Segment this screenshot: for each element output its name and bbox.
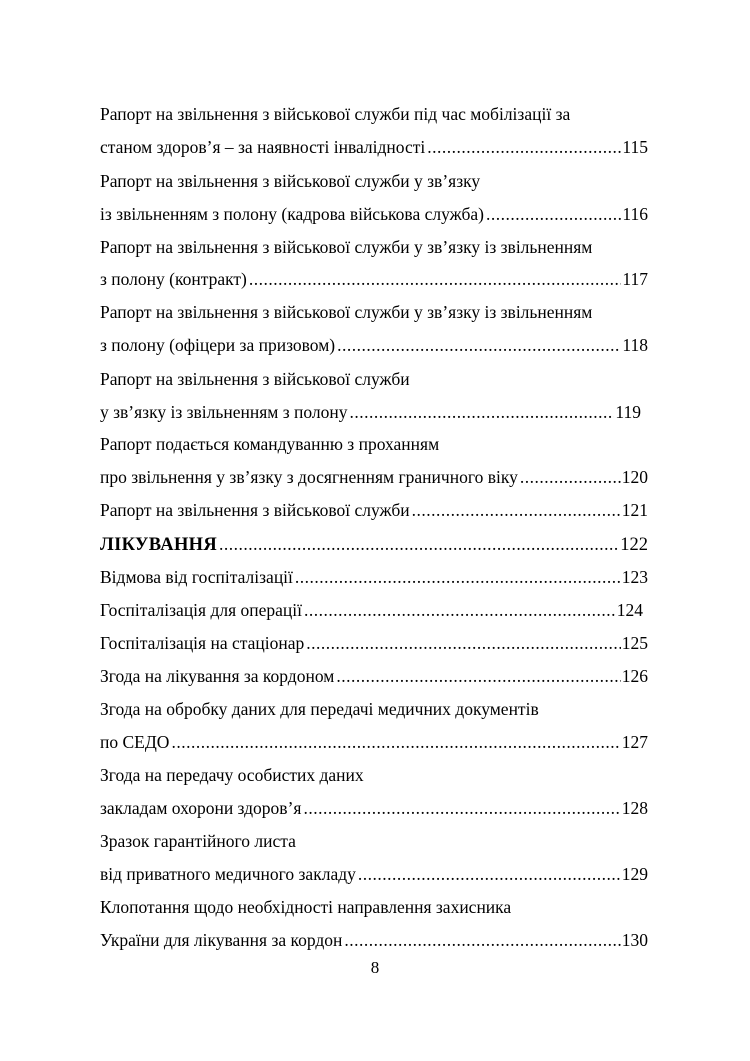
toc-entry-text: Рапорт на звільнення з військової служби у зв’язку із звільненням [100, 237, 593, 257]
toc-line[interactable] [100, 201, 648, 227]
toc-entry-text: з полону (контракт) [100, 269, 247, 289]
toc-entry-text: Госпіталізація на стаціонар [100, 633, 305, 653]
toc-entry-text: Згода на лікування за кордоном [100, 666, 335, 686]
toc-entry-text: від приватного медичного закладу [100, 864, 356, 884]
dot-leader [344, 927, 620, 953]
toc-entry-text: Зразок гарантійного листа [100, 831, 296, 851]
toc-entry-text: з полону (офіцери за призовом) [100, 335, 336, 355]
toc-line[interactable] [100, 266, 648, 292]
toc-entry-text: у зв’язку із звільненням з полону [100, 402, 348, 422]
toc-page-number: 125 [621, 633, 648, 653]
toc-entry-text: Рапорт на звільнення з військової служби [100, 369, 410, 389]
toc-line [100, 762, 648, 788]
toc-section-heading[interactable] [100, 531, 648, 557]
toc-page-number: 123 [621, 567, 648, 587]
toc-entry-text: Рапорт на звільнення з військової служби у зв’язку із звільненням [100, 302, 593, 322]
toc-entry-text: про звільнення у зв’язку з досягненням граничного віку [100, 467, 518, 487]
toc-entry-text: по СЕДО [100, 732, 170, 752]
dot-leader [337, 332, 621, 358]
toc-entry-text: із звільненням з полону (кадрова військова служба) [100, 204, 484, 224]
toc-line[interactable] [100, 861, 648, 887]
toc-page-number: 115 [622, 137, 648, 157]
dot-leader [358, 861, 621, 887]
page-number: 8 [370, 958, 380, 977]
toc-line[interactable] [100, 630, 648, 656]
dot-leader [249, 266, 622, 292]
dot-leader [171, 729, 620, 755]
toc-line[interactable] [100, 729, 648, 755]
toc-entry-text: Рапорт подається командуванню з проханням [100, 434, 440, 454]
toc-line [100, 101, 648, 127]
toc-entry-text: Відмова від госпіталізації [100, 567, 293, 587]
dot-leader [412, 497, 621, 523]
toc-page-number: 116 [622, 204, 648, 224]
toc-entry-text: Рапорт на звільнення з військової служби у зв’язку [100, 171, 481, 191]
toc-line[interactable] [100, 134, 648, 160]
toc-entry-text: Рапорт на звільнення з військової служби [100, 500, 410, 520]
dot-leader [295, 564, 621, 590]
toc-line[interactable] [100, 332, 648, 358]
toc-line[interactable] [100, 399, 641, 425]
dot-leader [219, 531, 619, 557]
toc-line[interactable] [100, 497, 648, 523]
toc-line[interactable] [100, 795, 648, 821]
toc-page-number: 126 [621, 666, 648, 686]
toc-line[interactable] [100, 597, 643, 623]
toc-entry-text: України для лікування за кордон [100, 930, 343, 950]
dot-leader [336, 663, 620, 689]
dot-leader [304, 597, 616, 623]
toc-entry-text: Клопотання щодо необхідності направлення захисника [100, 897, 512, 917]
toc-entry-text: Згода на обробку даних для передачі медичних документів [100, 699, 539, 719]
toc-line [100, 828, 648, 854]
toc-line[interactable] [100, 663, 648, 689]
toc-line[interactable] [100, 927, 648, 953]
dot-leader [427, 134, 621, 160]
toc-page-number: 118 [622, 335, 648, 355]
dot-leader [486, 201, 621, 227]
toc-line[interactable] [100, 564, 648, 590]
toc-line [100, 366, 648, 392]
toc-line [100, 696, 648, 722]
toc-page-number: 121 [621, 500, 648, 520]
toc-line [100, 168, 648, 194]
dot-leader [520, 464, 621, 490]
toc-line [100, 894, 648, 920]
toc-page-number: 129 [621, 864, 648, 884]
toc-line[interactable] [100, 464, 648, 490]
toc-page-number: 120 [621, 467, 648, 487]
toc-page-number: 122 [620, 535, 648, 555]
toc-entry-text: закладам охорони здоров’я [100, 798, 302, 818]
toc-line [100, 431, 648, 457]
toc-line [100, 299, 648, 325]
toc-page-number: 117 [622, 269, 648, 289]
toc-entry-text: Рапорт на звільнення з військової служби під час мобілізації за [100, 104, 571, 124]
toc-line [100, 234, 648, 260]
dot-leader [306, 630, 621, 656]
toc-page-number: 130 [621, 930, 648, 950]
toc-page-number: 119 [615, 402, 641, 422]
dot-leader [303, 795, 620, 821]
toc-page-number: 124 [616, 600, 643, 620]
toc-entry-text: Згода на передачу особистих даних [100, 765, 364, 785]
toc-page-number: 127 [621, 732, 648, 752]
section-title: ЛІКУВАННЯ [100, 535, 217, 555]
dot-leader [350, 399, 615, 425]
toc-page-number: 128 [621, 798, 648, 818]
toc-entry-text: станом здоров’я – за наявності інвалідності [100, 137, 426, 157]
toc-entry-text: Госпіталізація для операції [100, 600, 303, 620]
